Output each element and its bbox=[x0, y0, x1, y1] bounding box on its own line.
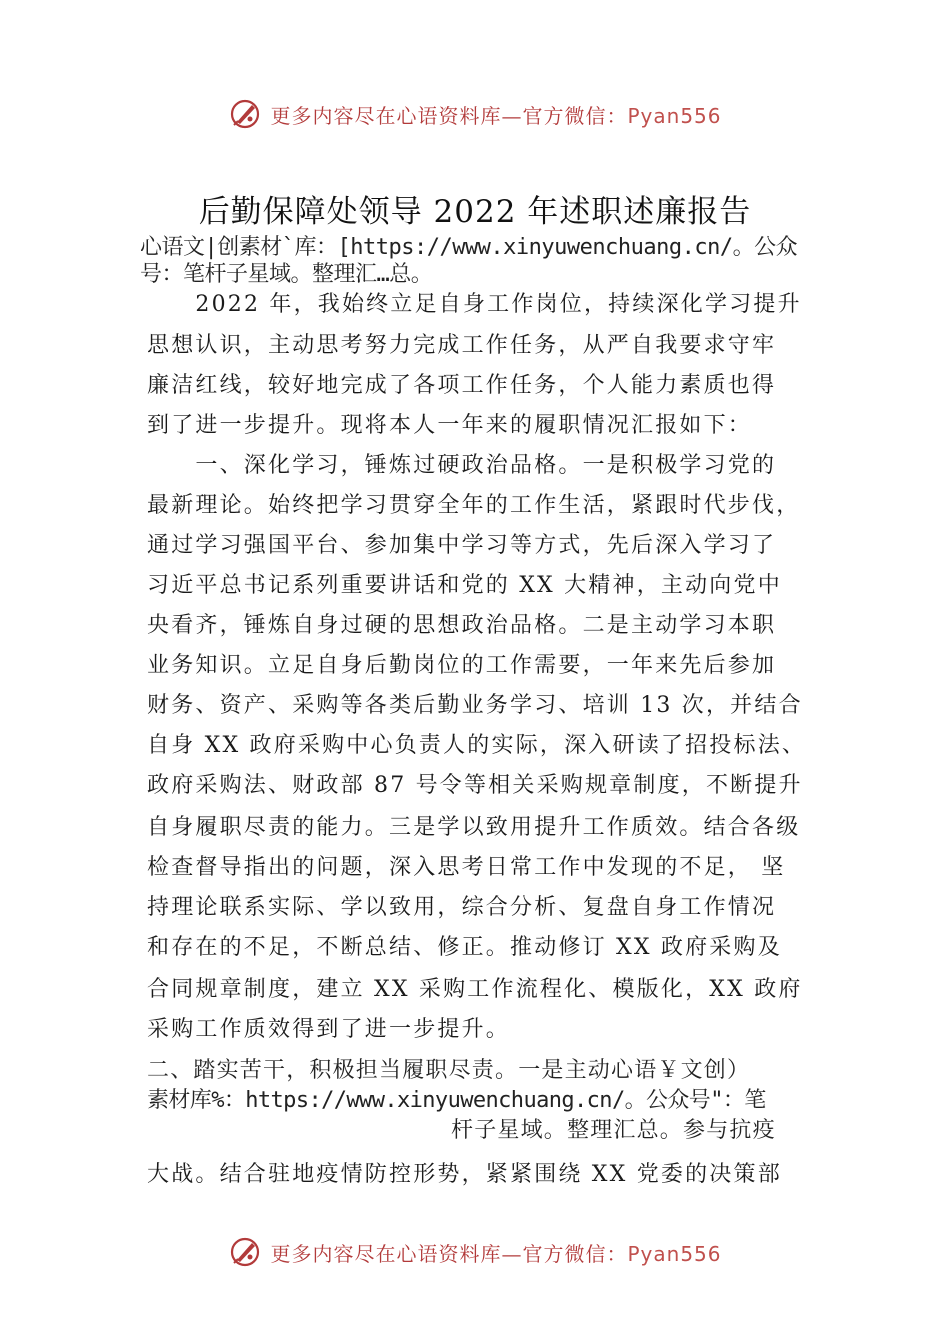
document-title: 后勤保障处领导 2022 年述职述廉报告 bbox=[198, 194, 752, 230]
pen-quill-seal-icon bbox=[228, 97, 262, 131]
banner-text: 更多内容尽在心语资料库—官方微信：Pyan556 bbox=[270, 103, 722, 128]
body-line: 思想认识，主动思考努力完成工作任务，从严自我要求守牢 bbox=[147, 333, 777, 358]
body-line: 到了进一步提升。现将本人一年来的履职情况汇报如下： bbox=[147, 413, 753, 438]
section-two-line: 二、踏实苦干，积极担当履职尽责。一是主动心语￥文创） bbox=[147, 1058, 751, 1083]
promo-line: 素材库%：https://www.xinyuwenchuang.cn/。公众号"：笔 bbox=[147, 1088, 766, 1113]
body-line: 习近平总书记系列重要讲话和党的 XX 大精神，主动向党中 bbox=[147, 573, 782, 598]
body-line: 廉洁红线，较好地完成了各项工作任务，个人能力素质也得 bbox=[147, 373, 777, 398]
header-watermark-banner bbox=[0, 94, 950, 134]
body-line: 一、深化学习，锤炼过硬政治品格。一是积极学习党的 bbox=[147, 453, 777, 478]
promo-line-end: 杆子星域。整理汇总。参与抗疫 bbox=[451, 1118, 776, 1143]
body-line: 自身履职尽责的能力。三是学以致用提升工作质效。结合各级 bbox=[147, 815, 801, 840]
banner-text: 更多内容尽在心语资料库—官方微信：Pyan556 bbox=[270, 1241, 722, 1266]
body-line: 业务知识。立足自身后勤岗位的工作需要，一年来先后参加 bbox=[147, 653, 777, 678]
body-line: 持理论联系实际、学以致用，综合分析、复盘自身工作情况 bbox=[147, 895, 777, 920]
body-line: 最新理论。始终把学习贯穿全年的工作生活，紧跟时代步伐， bbox=[147, 493, 801, 518]
wechat-id: Pyan556 bbox=[627, 1241, 722, 1266]
body-line: 检查督导指出的问题，深入思考日常工作中发现的不足， 坚 bbox=[147, 855, 786, 880]
body-line: 政府采购法、财政部 87 号令等相关采购规章制度，不断提升 bbox=[147, 773, 803, 798]
body-line: 采购工作质效得到了进一步提升。 bbox=[147, 1017, 511, 1042]
source-line-2: 号：笔杆子星域。整理汇…总。 bbox=[140, 262, 433, 287]
pen-quill-seal-icon bbox=[228, 1235, 262, 1269]
body-line: 央看齐，锤炼自身过硬的思想政治品格。二是主动学习本职 bbox=[147, 613, 777, 638]
source-line-1: 心语文|创素材`库：[https://www.xinyuwenchuang.cn/。公众 bbox=[140, 235, 798, 260]
body-line: 和存在的不足，不断总结、修正。推动修订 XX 政府采购及 bbox=[147, 935, 782, 960]
wechat-id: Pyan556 bbox=[627, 103, 722, 128]
body-line: 大战。结合驻地疫情防控形势，紧紧围绕 XX 党委的决策部 bbox=[147, 1162, 782, 1187]
body-line: 合同规章制度，建立 XX 采购工作流程化、模版化，XX 政府 bbox=[147, 977, 803, 1002]
body-line: 财务、资产、采购等各类后勤业务学习、培训 13 次，并结合 bbox=[147, 693, 803, 718]
footer-watermark-banner bbox=[0, 1232, 950, 1272]
body-line: 自身 XX 政府采购中心负责人的实际，深入研读了招投标法、 bbox=[147, 733, 807, 758]
body-line: 2022 年，我始终立足自身工作岗位，持续深化学习提升 bbox=[147, 292, 802, 317]
body-line: 通过学习强国平台、参加集中学习等方式，先后深入学习了 bbox=[147, 533, 777, 558]
